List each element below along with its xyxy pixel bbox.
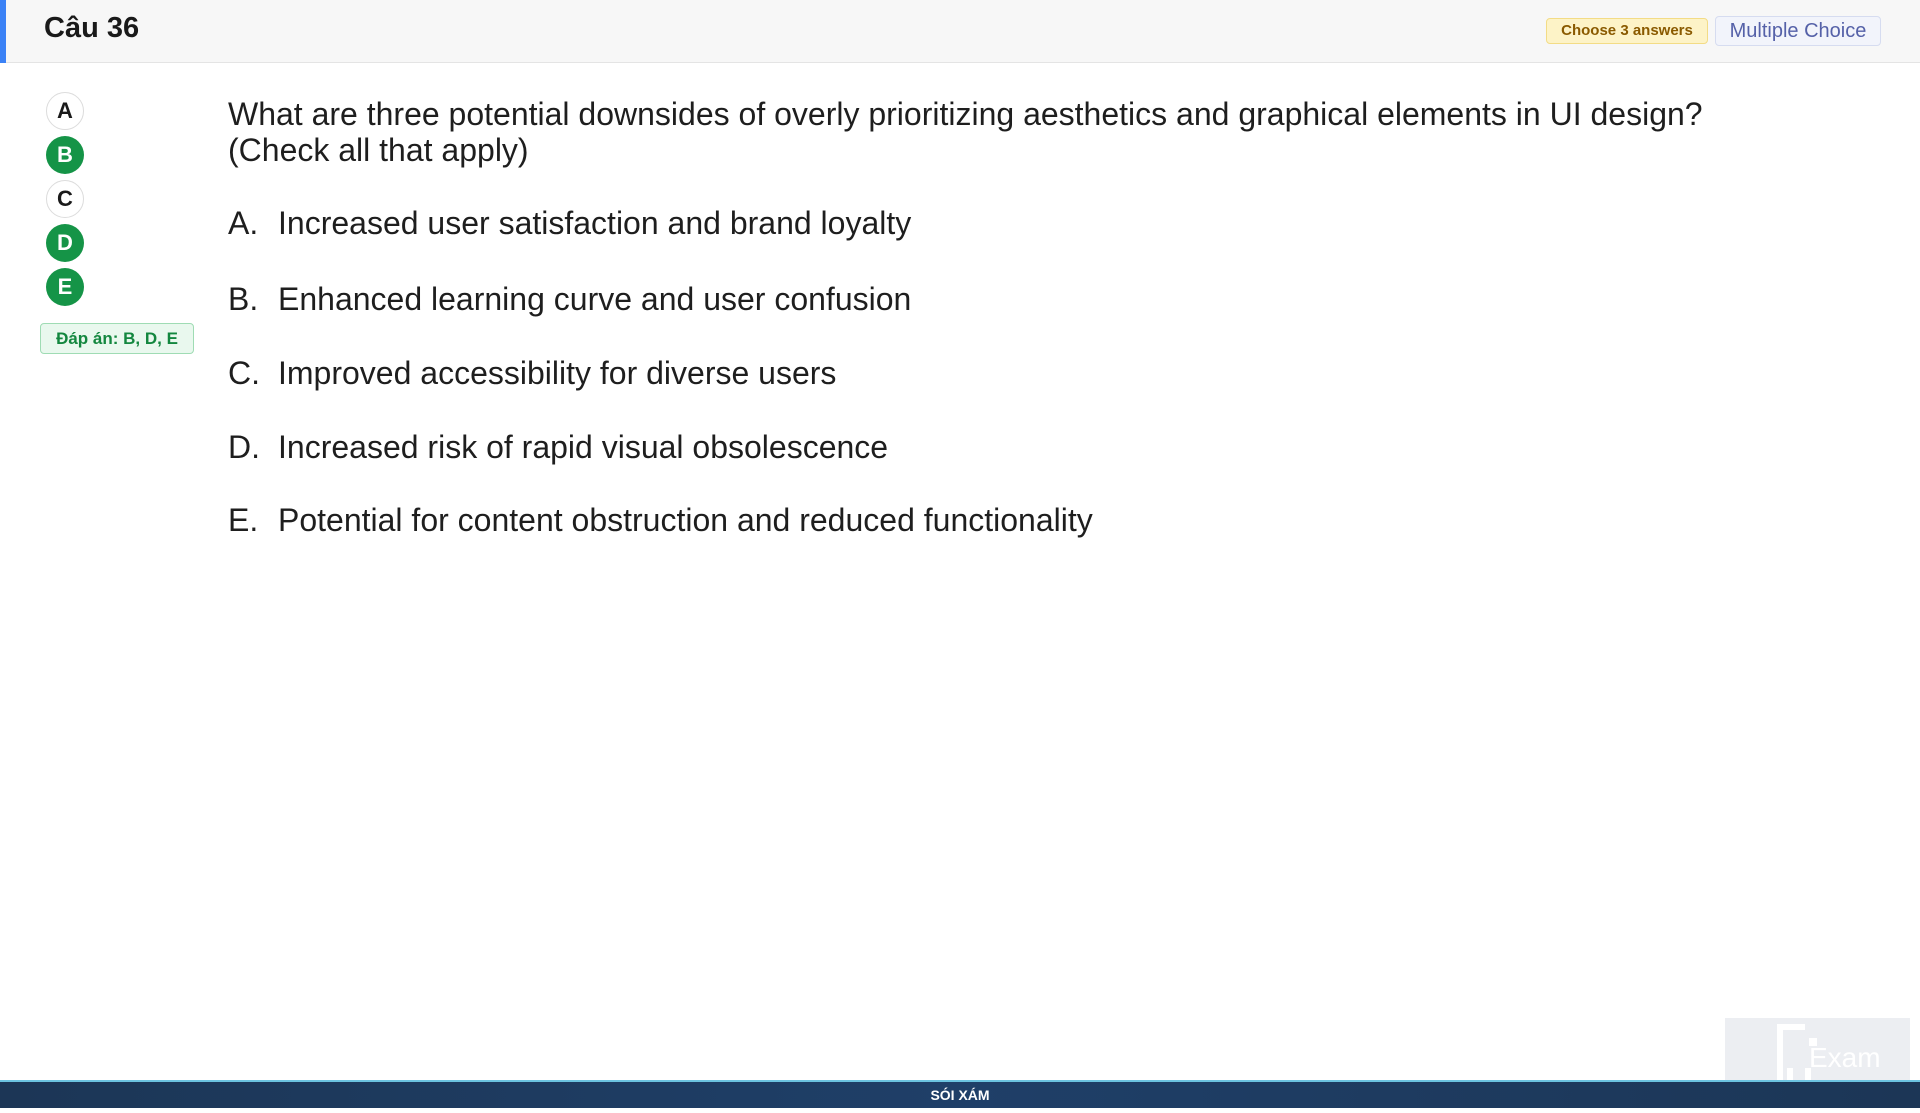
answer-key-badge: Đáp án: B, D, E <box>40 323 194 354</box>
option-circle-e[interactable]: E <box>46 268 84 306</box>
choice-text: Enhanced learning curve and user confusion <box>278 281 912 317</box>
choice-b[interactable] <box>228 281 911 318</box>
choice-e[interactable] <box>228 502 1093 539</box>
option-circle-a[interactable]: A <box>46 92 84 130</box>
choice-text: Increased risk of rapid visual obsolescence <box>278 429 889 465</box>
choice-letter: B. <box>228 281 259 317</box>
choice-c[interactable] <box>228 355 836 392</box>
choice-letter: D. <box>228 429 260 465</box>
choice-text: Improved accessibility for diverse users <box>278 355 837 391</box>
question-line-2: (Check all that apply) <box>228 132 529 168</box>
question-number-title: Câu 36 <box>44 12 140 44</box>
choice-letter: E. <box>228 502 259 538</box>
question-type-badge: Multiple Choice <box>1715 16 1881 46</box>
question-line-1: What are three potential downsides of overly prioritizing aesthetics and graphical elements in UI design? <box>228 96 1703 132</box>
choice-d[interactable] <box>228 429 888 466</box>
choice-a[interactable] <box>228 205 911 242</box>
choice-text: Potential for content obstruction and reduced functionality <box>278 502 1093 538</box>
question-header <box>0 0 1920 63</box>
option-circle-d[interactable]: D <box>46 224 84 262</box>
choose-count-badge: Choose 3 answers <box>1546 18 1708 44</box>
option-circle-c[interactable]: C <box>46 180 84 218</box>
choice-letter: A. <box>228 205 259 241</box>
header-accent-bar <box>0 0 6 63</box>
option-circle-b[interactable]: B <box>46 136 84 174</box>
choice-letter: C. <box>228 355 260 391</box>
question-text <box>228 96 1808 168</box>
logo-exam-text: Exam <box>1809 1042 1881 1073</box>
choice-text: Increased user satisfaction and brand loyalty <box>278 205 912 241</box>
footer-bar: SÓI XÁM <box>0 1080 1920 1108</box>
